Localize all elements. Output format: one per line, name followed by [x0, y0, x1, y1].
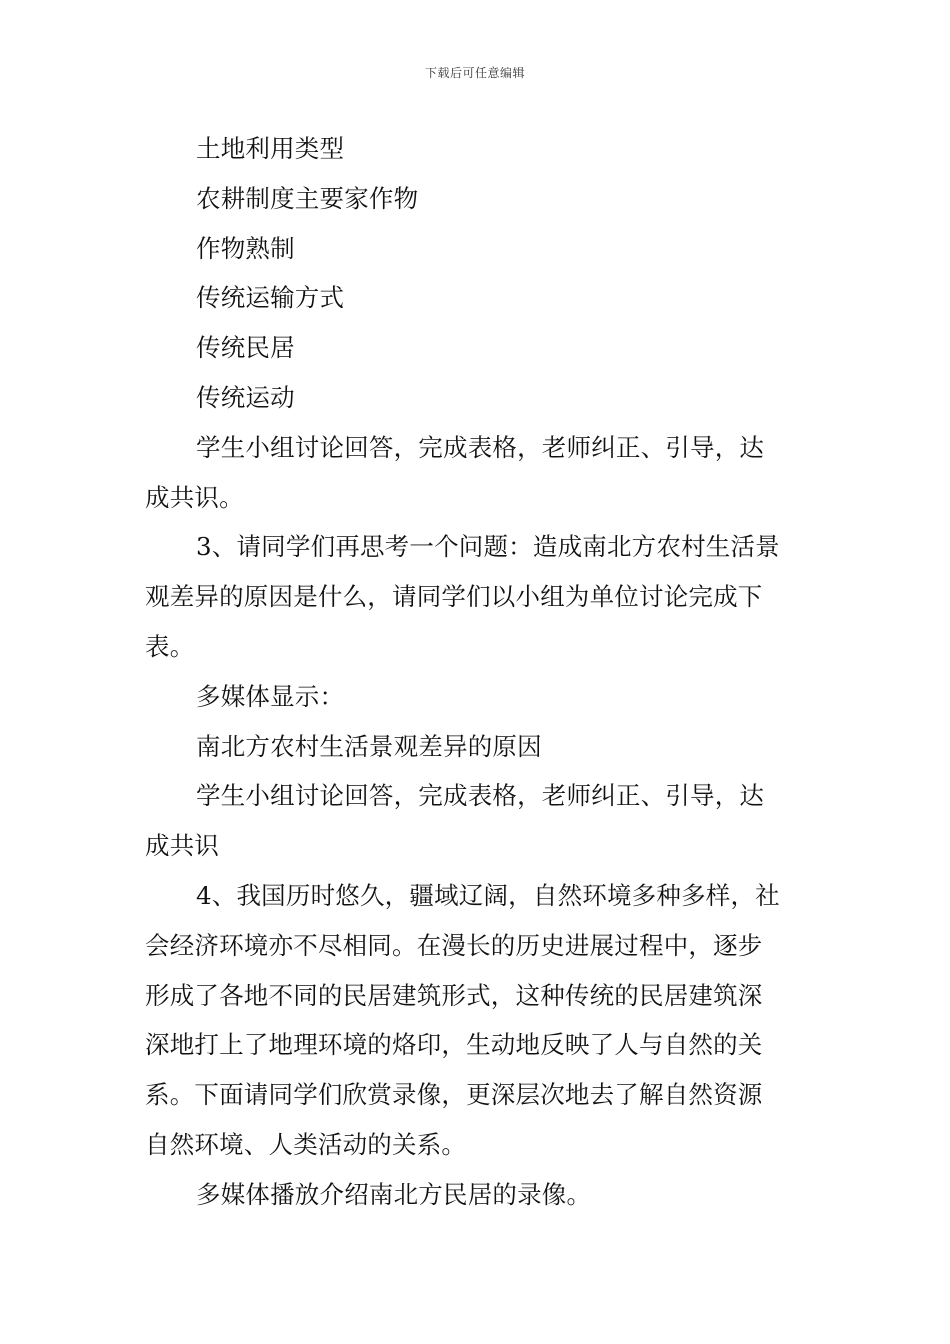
text-line: 南北方农村生活景观差异的原因 — [196, 731, 542, 761]
text-line: 学生小组讨论回答，完成表格，老师纠正、引导，达 — [196, 432, 765, 462]
text-line: 观差异的原因是什么，请同学们以小组为单位讨论完成下 — [145, 582, 763, 612]
page-header: 下载后可任意编辑 — [424, 66, 525, 80]
text-line: 传统运动 — [196, 382, 295, 412]
text-line: 作物熟制 — [196, 233, 295, 263]
text-line: 成共识。 — [145, 482, 244, 512]
text-line: 形成了各地不同的民居建筑形式，这种传统的民居建筑深 — [145, 980, 763, 1010]
text-line: 会经济环境亦不尽相同。在漫长的历史进展过程中，逐步 — [145, 930, 763, 960]
text-line: 成共识 — [145, 831, 220, 861]
text-line: 农耕制度主要家作物 — [196, 183, 419, 213]
text-line: 土地利用类型 — [196, 134, 345, 163]
text-line: 系。下面请同学们欣赏录像，更深层次地去了解自然资源 — [145, 1080, 763, 1110]
text-line: 深地打上了地理环境的烙印，生动地反映了人与自然的关 — [145, 1030, 763, 1060]
text-line: 3、请同学们再思考一个问题：造成南北方农村生活景 — [196, 532, 780, 562]
text-line: 4、我国历时悠久，疆域辽阔，自然环境多种多样，社 — [196, 880, 780, 910]
text-line: 多媒体显示： — [196, 681, 345, 711]
document-body — [145, 124, 807, 1220]
text-line: 多媒体播放介绍南北方民居的录像。 — [196, 1179, 592, 1209]
text-line: 自然环境、人类活动的关系。 — [145, 1129, 467, 1159]
text-line: 表。 — [145, 631, 195, 661]
text-line: 传统民居 — [196, 333, 295, 363]
text-line: 传统运输方式 — [196, 283, 345, 313]
text-line: 学生小组讨论回答，完成表格，老师纠正、引导，达 — [196, 781, 765, 811]
